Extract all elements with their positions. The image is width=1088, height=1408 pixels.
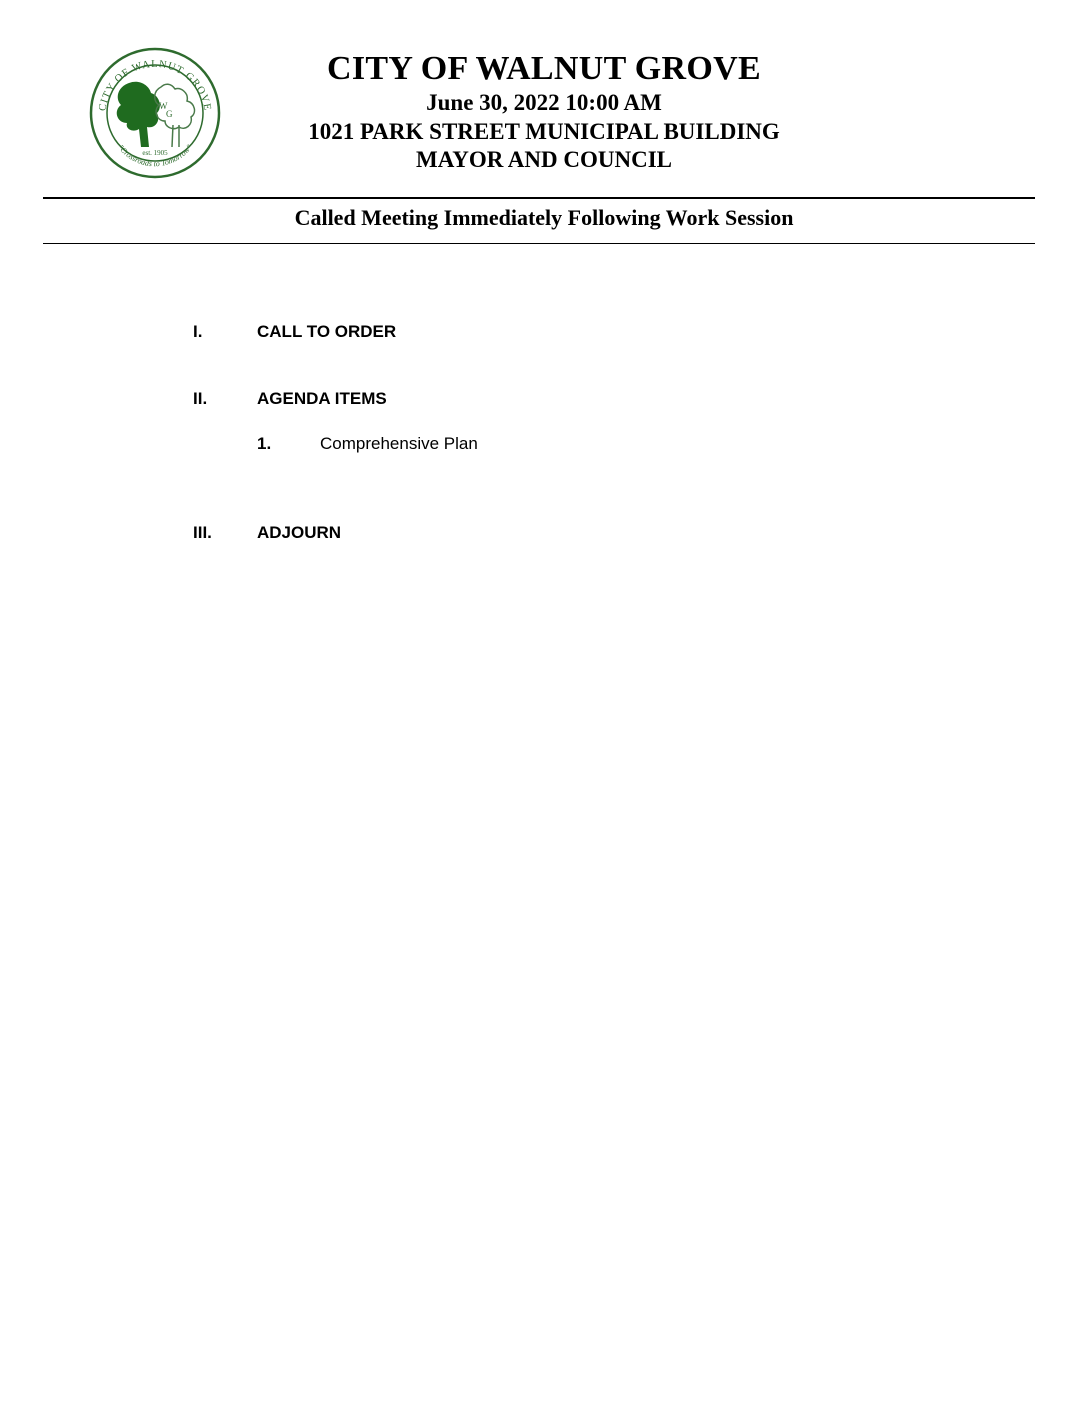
seal-established: est. 1905 <box>142 149 168 157</box>
section-heading-agenda-items: AGENDA ITEMS <box>257 389 387 408</box>
svg-text:"Crossroads to Tomorrow": "Crossroads to Tomorrow" <box>116 143 194 169</box>
bottom-divider <box>43 243 1035 244</box>
meeting-location: 1021 PARK STREET MUNICIPAL BUILDING <box>308 119 780 144</box>
agenda-item-number: 1. <box>257 434 272 453</box>
meeting-title: Called Meeting Immediately Following Work Session <box>294 205 794 230</box>
seal-monogram-g: G <box>166 109 173 119</box>
agenda-item-comprehensive-plan: Comprehensive Plan <box>320 434 478 453</box>
section-numeral: II. <box>193 389 208 408</box>
section-heading-call-to-order: CALL TO ORDER <box>257 322 397 341</box>
svg-text:CITY OF WALNUT GROVE: CITY OF WALNUT GROVE <box>97 58 213 112</box>
city-title: CITY OF WALNUT GROVE <box>327 50 761 87</box>
section-heading-adjourn: ADJOURN <box>257 523 342 542</box>
governing-body: MAYOR AND COUNCIL <box>416 147 672 172</box>
section-numeral: I. <box>193 322 203 341</box>
seal-monogram-w: W <box>159 101 168 111</box>
meeting-date: June 30, 2022 10:00 AM <box>426 90 662 115</box>
section-numeral: III. <box>193 523 212 542</box>
top-divider <box>43 197 1035 199</box>
